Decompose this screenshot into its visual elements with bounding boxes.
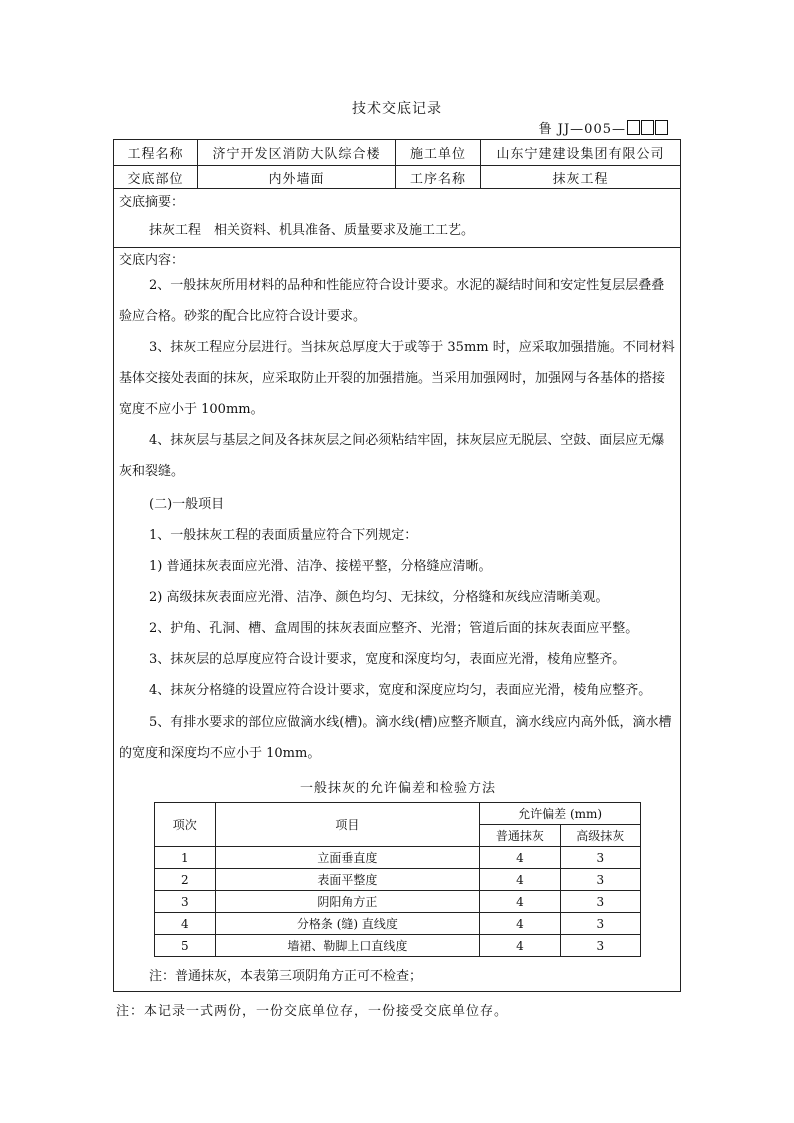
row-divider (114, 188, 680, 189)
section-divider (114, 247, 680, 248)
row-advanced: 3 (560, 869, 640, 891)
item-line: 2、护角、孔洞、槽、盒周围的抹灰表面应整齐、光滑；管道后面的抹灰表面应平整。 (149, 621, 639, 636)
table-row (155, 847, 641, 869)
item-line: 3、抹灰层的总厚度应符合设计要求，宽度和深度均匀，表面应光滑，棱角应整齐。 (149, 652, 626, 667)
code-box (655, 120, 668, 135)
col-header-advanced: 高级抹灰 (560, 825, 640, 847)
summary-text: 抹灰工程 相关资料、机具准备、质量要求及施工工艺。 (149, 223, 475, 238)
project-name-label: 工程名称 (127, 147, 184, 162)
construction-unit-label: 施工单位 (409, 147, 466, 162)
disclosure-part-label: 交底部位 (127, 171, 184, 187)
row-index: 1 (155, 847, 216, 869)
summary-label: 交底摘要： (119, 195, 185, 210)
project-name-value: 济宁开发区消防大队综合楼 (212, 147, 381, 162)
process-name-label: 工序名称 (409, 171, 466, 187)
row-normal: 4 (480, 847, 560, 869)
document-title: 技术交底记录 (352, 101, 442, 117)
general-items-title: (二)一般项目 (149, 497, 225, 512)
document-code-text: 鲁 JJ—005— (538, 122, 626, 137)
row-advanced: 3 (560, 891, 640, 913)
row-index: 3 (155, 891, 216, 913)
item-paragraph: 5、有排水要求的部位应做滴水线(槽)。滴水线(槽)应整齐顺直，滴水线应内高外低，滴水槽的宽度和深度均不应小于 10mm。 (119, 715, 672, 761)
content-paragraph: 3、抹灰工程应分层进行。当抹灰总厚度大于或等于 35mm 时，应采取加强措施。不同材料基体交接处表面的抹灰，应采取防止开裂的加强措施。当采用加强网时，加强网与各基体的搭接宽度不应小于 100mm。 (119, 340, 675, 417)
construction-unit-value: 山东宁建建设集团有限公司 (496, 147, 665, 162)
col-header-index: 项次 (155, 803, 216, 847)
col-header-allowance: 允许偏差 (mm) (480, 803, 641, 825)
col-header-normal: 普通抹灰 (480, 825, 560, 847)
row-item: 墙裙、勒脚上口直线度 (215, 935, 480, 957)
record-sheet (113, 139, 681, 992)
row-normal: 4 (480, 891, 560, 913)
row-index: 4 (155, 913, 216, 935)
table-row (155, 935, 641, 957)
row-advanced: 3 (560, 847, 640, 869)
row-item: 分格条 (缝) 直线度 (215, 913, 480, 935)
item-line: 1、一般抹灰工程的表面质量应符合下列规定： (149, 528, 418, 543)
content-label: 交底内容： (119, 253, 185, 268)
code-box (627, 120, 640, 135)
table-row (155, 869, 641, 891)
item-line: 4、抹灰分格缝的设置应符合设计要求，宽度和深度应均匀，表面应光滑，棱角应整齐。 (149, 683, 652, 698)
row-index: 2 (155, 869, 216, 891)
row-item: 阴阳角方正 (215, 891, 480, 913)
content-paragraph: 4、抹灰层与基层之间及各抹灰层之间必须粘结牢固，抹灰层应无脱层、空鼓、面层应无爆灰和裂缝。 (119, 433, 665, 479)
col-header-item: 项目 (215, 803, 480, 847)
item-line: 1) 普通抹灰表面应光滑、洁净、接槎平整，分格缝应清晰。 (149, 559, 492, 574)
row-advanced: 3 (560, 935, 640, 957)
row-normal: 4 (480, 935, 560, 957)
table-row (155, 891, 641, 913)
row-item: 表面平整度 (215, 869, 480, 891)
process-name-value: 抹灰工程 (552, 171, 609, 187)
record-footnote: 注：本记录一式两份，一份交底单位存，一份接受交底单位存。 (116, 1004, 509, 1019)
row-normal: 4 (480, 913, 560, 935)
row-advanced: 3 (560, 913, 640, 935)
row-normal: 4 (480, 869, 560, 891)
table-row (155, 913, 641, 935)
row-index: 5 (155, 935, 216, 957)
table-note: 注：普通抹灰，本表第三项阴角方正可不检查； (149, 969, 423, 984)
code-box (641, 120, 654, 135)
deviation-table (154, 802, 641, 957)
content-paragraph: 2、一般抹灰所用材料的品种和性能应符合设计要求。水泥的凝结时间和安定性复层层叠叠验应合格。砂浆的配合比应符合设计要求。 (119, 278, 665, 324)
document-code (539, 118, 668, 137)
deviation-table-title: 一般抹灰的允许偏差和检验方法 (299, 781, 496, 796)
row-item: 立面垂直度 (215, 847, 480, 869)
item-line: 2) 高级抹灰表面应光滑、洁净、颜色均匀、无抹纹，分格缝和灰线应清晰美观。 (149, 590, 609, 605)
disclosure-part-value: 内外墙面 (268, 171, 325, 187)
